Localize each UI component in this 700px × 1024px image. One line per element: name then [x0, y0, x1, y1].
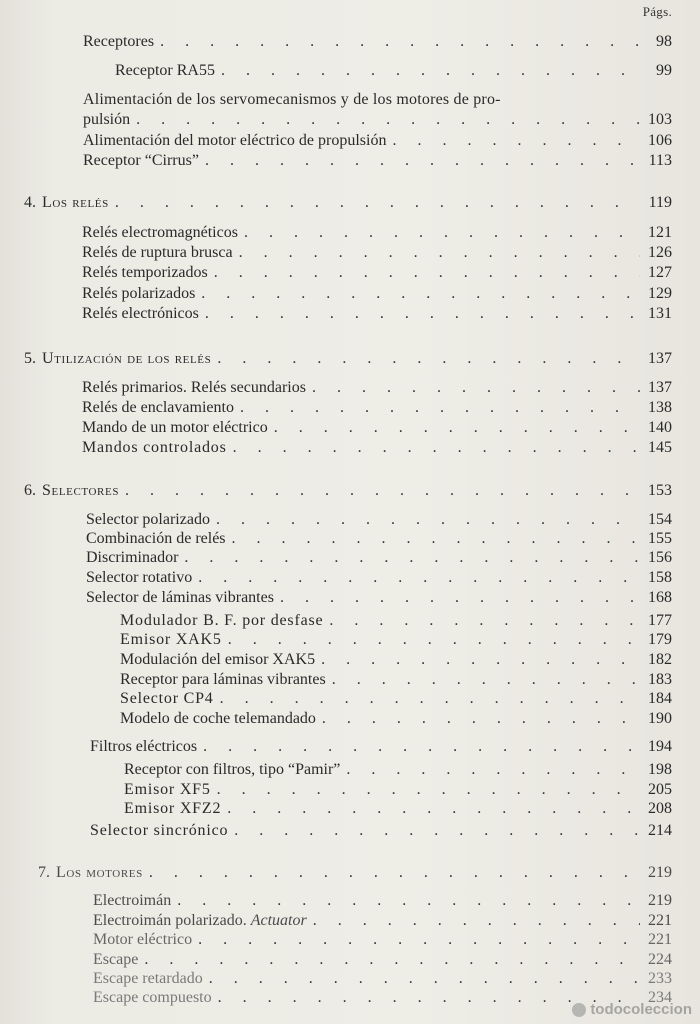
toc-entry-label: Selector rotativo	[86, 569, 193, 586]
toc-entry	[124, 760, 672, 780]
toc-entry-label: Relés primarios. Relés secundarios	[82, 379, 306, 396]
toc-entry-label: Discriminador	[86, 549, 179, 566]
toc-entry-label: Modulador B. F. por desfase	[120, 612, 324, 629]
toc-entry-page: 168	[648, 589, 672, 606]
dot-leader	[244, 223, 640, 243]
dot-leader	[136, 110, 640, 130]
toc-entry-page: 184	[648, 690, 672, 707]
toc-entry-page: 155	[648, 530, 672, 547]
dot-leader	[198, 930, 640, 950]
chapter-title: Selectores	[42, 482, 120, 499]
toc-entry-page: 221	[648, 912, 672, 929]
toc-entry-page: 129	[648, 285, 672, 302]
dot-leader	[198, 568, 640, 588]
toc-entry-label: Alimentación del motor eléctrico de propulsión	[83, 132, 387, 149]
dot-leader	[149, 863, 640, 883]
dot-leader	[221, 61, 640, 81]
toc-entry-page: 177	[648, 612, 672, 629]
watermark-logo-icon	[572, 1003, 586, 1017]
dot-leader	[392, 131, 640, 151]
watermark-text: todocoleccion	[590, 1001, 692, 1018]
dot-leader	[205, 151, 640, 171]
toc-entry	[83, 110, 672, 130]
toc-entry-page: 194	[648, 738, 672, 755]
toc-entry-label: Relés de ruptura brusca	[82, 244, 233, 261]
toc-chapter	[24, 349, 672, 369]
toc-entry	[124, 780, 672, 800]
toc-entry-page: 182	[648, 651, 672, 668]
toc-entry	[120, 670, 672, 690]
toc-entry	[82, 284, 672, 304]
toc-entry-label: Modulación del emisor XAK5	[120, 651, 316, 668]
toc-entry	[120, 709, 672, 729]
toc-entry-page: 183	[648, 671, 672, 688]
toc-chapter	[38, 863, 672, 883]
toc-entry	[120, 611, 672, 631]
toc-entry-label: Relés electromagnéticos	[82, 224, 238, 241]
dot-leader	[184, 548, 640, 568]
toc-entry	[86, 588, 672, 608]
dot-leader	[160, 32, 640, 52]
toc-entry-page: 158	[648, 569, 672, 586]
toc-chapter	[24, 481, 672, 501]
toc-entry-label: Mando de un motor eléctrico	[82, 419, 268, 436]
toc-entry-page: 219	[648, 892, 672, 909]
toc-entry	[93, 891, 672, 911]
toc-entry-page: 198	[648, 761, 672, 778]
toc-entry	[124, 799, 672, 819]
dot-leader	[177, 891, 640, 911]
toc-entry-page: 98	[656, 33, 672, 50]
dot-leader	[321, 650, 640, 670]
dot-leader	[234, 821, 640, 841]
toc-entry	[93, 930, 672, 950]
toc-entry-label: Relés electrónicos	[82, 305, 199, 322]
toc-entry-page: 224	[648, 951, 672, 968]
dot-leader	[217, 780, 640, 800]
dot-leader	[201, 284, 640, 304]
dot-leader	[312, 378, 640, 398]
toc-entry-label: Emisor XFZ2	[124, 800, 222, 817]
toc-entry-label: Selector de láminas vibrantes	[86, 589, 274, 606]
toc-entry-label: Electroimán	[93, 892, 172, 909]
toc-entry-label: Selector polarizado	[86, 511, 210, 528]
chapter-number: 5.	[24, 350, 36, 367]
pages-column-header: Págs.	[642, 4, 672, 19]
chapter-number: 4.	[24, 194, 36, 211]
toc-entry	[82, 304, 672, 324]
toc-entry	[90, 821, 672, 841]
toc-entry-page: 119	[648, 194, 672, 211]
toc-entry-label: Motor eléctrico	[93, 931, 193, 948]
dot-leader	[313, 911, 640, 931]
toc-entry-page: 127	[648, 264, 672, 281]
toc-entry-page: 145	[648, 439, 672, 456]
toc-entry-page: 99	[656, 62, 672, 79]
watermark	[572, 1001, 692, 1018]
toc-entry-label: Receptor con filtros, tipo “Pamir”	[124, 761, 341, 778]
toc-entry-page: 106	[648, 132, 672, 149]
toc-entry-page: 154	[648, 511, 672, 528]
chapter-number: 6.	[24, 482, 36, 499]
dot-leader	[205, 304, 640, 324]
chapter-title: Los relés	[42, 194, 109, 211]
toc-entry-label: Receptores	[83, 33, 155, 50]
toc-entry	[82, 243, 672, 263]
dot-leader	[216, 510, 640, 530]
toc-entry-page: 131	[648, 305, 672, 322]
dot-leader	[322, 709, 640, 729]
toc-entry-page: 208	[648, 800, 672, 817]
toc-entry-page: 138	[648, 399, 672, 416]
toc-entry-page: 137	[648, 350, 672, 367]
dot-leader	[274, 418, 640, 438]
dot-leader	[203, 737, 640, 757]
toc-entry	[82, 223, 672, 243]
toc-entry-label: Escape retardado	[93, 970, 203, 987]
toc-entry	[83, 151, 672, 171]
toc-entry	[86, 568, 672, 588]
toc-entry-label: Electroimán polarizado. Actuator	[93, 912, 307, 929]
toc-entry-label: Mandos controlados	[82, 439, 227, 456]
toc-entry-label: Receptor “Cirrus”	[83, 152, 199, 169]
toc-entry-label: Filtros eléctricos	[90, 738, 198, 755]
dot-leader	[227, 799, 640, 819]
dot-leader	[239, 243, 640, 263]
toc-entry-label: Selector CP4	[120, 690, 214, 707]
toc-entry-page: 103	[648, 111, 672, 128]
toc-entry-page: 153	[648, 482, 672, 499]
dot-leader	[125, 481, 640, 501]
toc-entry-label: Combinación de relés	[86, 530, 226, 547]
toc-entry-page: 113	[648, 152, 672, 169]
dot-leader	[115, 193, 640, 213]
toc-entry-label: Emisor XF5	[124, 781, 211, 798]
dot-leader	[217, 349, 640, 369]
toc-entry-page: 137	[648, 379, 672, 396]
toc-entry-label: Receptor RA55	[115, 62, 215, 79]
toc-entry-label-line1: Alimentación de los servomecanismos y de los motores de pro-	[83, 91, 501, 108]
toc-entry-label: Relés temporizados	[82, 264, 208, 281]
italic-term: Actuator	[250, 912, 307, 929]
toc-entry	[93, 950, 672, 970]
dot-leader	[228, 630, 640, 650]
toc-entry	[120, 689, 672, 709]
toc-entry-label: pulsión	[83, 111, 131, 128]
toc-entry-page: 205	[648, 781, 672, 798]
toc-entry-label: Receptor para láminas vibrantes	[120, 671, 326, 688]
toc-entry	[82, 398, 672, 418]
toc-entry-label: Relés polarizados	[82, 285, 196, 302]
toc-entry-page: 233	[648, 970, 672, 987]
toc-entry	[93, 969, 672, 989]
toc-entry-page: 190	[648, 710, 672, 727]
toc-entry	[83, 32, 672, 52]
toc-entry-page: 121	[648, 224, 672, 241]
toc-entry-label: Emisor XAK5	[120, 631, 222, 648]
toc-entry-page: 219	[648, 864, 672, 881]
dot-leader	[332, 670, 640, 690]
toc-entry-page: 126	[648, 244, 672, 261]
toc-entry	[90, 737, 672, 757]
toc-entry-label: Modelo de coche telemandado	[120, 710, 316, 727]
toc-entry-page: 221	[648, 931, 672, 948]
toc-entry-page: 179	[648, 631, 672, 648]
toc-entry	[115, 61, 672, 81]
toc-entry	[93, 911, 672, 931]
toc-entry	[82, 378, 672, 398]
toc-entry	[82, 438, 672, 458]
dot-leader	[220, 689, 640, 709]
toc-entry	[82, 263, 672, 283]
toc-entry	[120, 630, 672, 650]
toc-entry	[86, 548, 672, 568]
toc-entry-label: Selector sincrónico	[90, 822, 229, 839]
toc-entry-label: Relés de enclavamiento	[82, 399, 234, 416]
dot-leader	[240, 398, 640, 418]
toc-entry-label: Escape	[93, 951, 139, 968]
dot-leader	[280, 588, 640, 608]
dot-leader	[233, 438, 640, 458]
toc-chapter	[24, 193, 672, 213]
toc-entry	[120, 650, 672, 670]
toc-entry-page: 214	[648, 822, 672, 839]
dot-leader	[329, 611, 640, 631]
dot-leader	[346, 760, 640, 780]
toc-entry-label: Escape compuesto	[93, 989, 212, 1006]
chapter-title: Los motores	[56, 864, 143, 881]
toc-entry	[86, 510, 672, 530]
dot-leader	[232, 529, 640, 549]
toc-entry-page: 156	[648, 549, 672, 566]
dot-leader	[214, 263, 640, 283]
toc-entry-page: 140	[648, 419, 672, 436]
toc-entry	[82, 418, 672, 438]
toc-entry-page: 234	[648, 989, 672, 1006]
dot-leader	[209, 969, 640, 989]
chapter-number: 7.	[38, 864, 50, 881]
dot-leader	[144, 950, 640, 970]
chapter-title: Utilización de los relés	[42, 350, 212, 367]
toc-entry	[86, 529, 672, 549]
toc-entry	[83, 131, 672, 151]
